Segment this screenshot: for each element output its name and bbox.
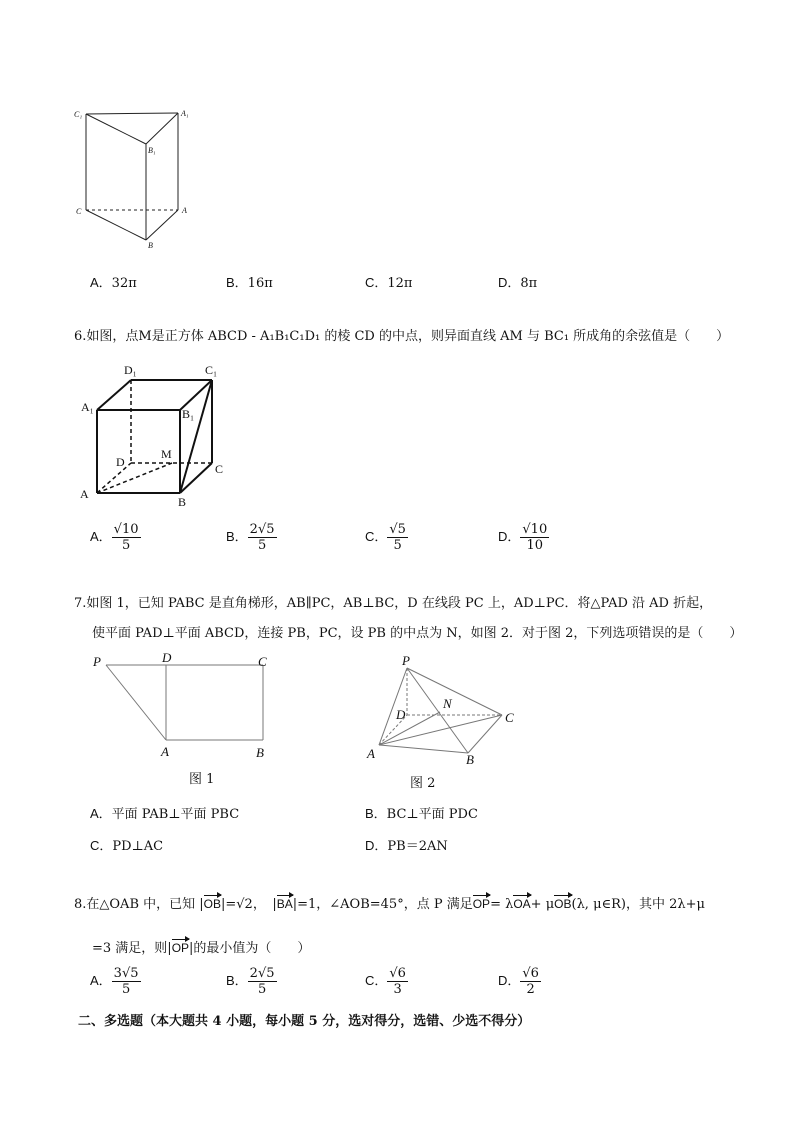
vector-op-2: OP	[171, 941, 190, 955]
label-d1: D₁	[124, 363, 137, 377]
label-a: A	[182, 206, 187, 215]
q6-cube-figure	[76, 358, 236, 512]
label-c1: C₁	[74, 110, 83, 119]
q8-option-d[interactable]: D． $\frac{√6}{2}$	[498, 966, 539, 997]
q7-figure-1	[88, 650, 278, 765]
vector-op: OP	[472, 897, 491, 911]
section-2-heading: 二、多选题（本大题共 4 小题，每小题 5 分，选对得分，选错、少选不得分）	[78, 1014, 531, 1029]
q7-stem-line1: 7.如图 1，已知 PABC 是直角梯形，AB∥PC，AB⊥BC，D 在线段 PC 上，AD⊥PC．将△PAD 沿 AD 折起，	[74, 596, 713, 611]
q8-option-c[interactable]: C． $\frac{√6}{3}$	[365, 966, 406, 997]
q5-prism-figure	[70, 100, 200, 252]
q7-figure-2-caption: 图 2	[410, 776, 436, 791]
q5-option-c[interactable]: C．12π	[365, 275, 413, 291]
q6-option-d[interactable]: D． $\frac{√10}{10}$	[498, 522, 548, 553]
edge-c1b1	[86, 114, 146, 144]
edge-b1a1	[146, 113, 178, 144]
q8-option-b[interactable]: B． $\frac{2√5}{5}$	[226, 966, 275, 997]
label-c: C	[215, 462, 224, 476]
q7-option-c[interactable]: C．PD⊥AC	[90, 838, 164, 854]
label-b: B	[178, 495, 187, 509]
label-a: A	[80, 487, 89, 501]
label-b1: B₁	[182, 407, 195, 421]
vector-oa: OA	[513, 897, 531, 911]
vector-ob: OB	[203, 897, 221, 911]
vector-ob-2: OB	[554, 897, 572, 911]
label-a1: A₁	[81, 400, 94, 414]
fig1-label-a: A	[161, 744, 169, 759]
label-c: C	[76, 207, 82, 216]
q8-option-a[interactable]: A． $\frac{3√5}{5}$	[90, 966, 139, 997]
q8-stem-line1: 8.在△OAB 中，已知 |OB|=√2， |BA|=1，∠AOB=45°，点 P 满足OP= λOA+ μOB(λ, μ∈R)，其中 2λ+μ	[74, 897, 705, 912]
q7-stem-line2: 使平面 PAD⊥平面 ABCD，连接 PB，PC，设 PB 的中点为 N，如图 2．对于图 2，下列选项错误的是（ ）	[92, 626, 743, 641]
label-b: B	[148, 241, 153, 250]
label-m: M	[161, 447, 172, 461]
q5-option-a[interactable]: A．32π	[90, 275, 137, 291]
fig1-label-c: C	[258, 654, 267, 669]
edge-c1a1	[86, 113, 178, 114]
q7-option-d[interactable]: D．PB＝2AN	[365, 838, 448, 854]
fig1-label-p: P	[93, 654, 101, 669]
fig1-label-b: B	[256, 745, 264, 760]
q7-option-b[interactable]: B．BC⊥平面 PDC	[365, 806, 478, 822]
q7-option-a[interactable]: A．平面 PAB⊥平面 PBC	[90, 806, 240, 822]
q6-option-a[interactable]: A． $\frac{√10}{5}$	[90, 522, 139, 553]
edge-cb	[86, 210, 146, 240]
fig2-label-a: A	[367, 746, 375, 761]
fig2-label-n: N	[443, 696, 452, 711]
q5-option-b[interactable]: B．16π	[226, 275, 273, 291]
vector-ba: BA	[276, 897, 293, 911]
fig2-label-c: C	[505, 710, 514, 725]
fig2-label-p: P	[402, 653, 410, 668]
q6-stem: 6.如图，点M是正方体 ABCD - A₁B₁C₁D₁ 的棱 CD 的中点，则异面直线 AM 与 BC₁ 所成角的余弦值是（ ）	[74, 329, 730, 344]
q7-figure-1-caption: 图 1	[189, 772, 215, 787]
q6-option-b[interactable]: B． $\frac{2√5}{5}$	[226, 522, 275, 553]
q7-figure-2	[365, 650, 525, 768]
fig1-label-d: D	[162, 650, 172, 665]
edge-ba	[146, 210, 178, 240]
q6-option-c[interactable]: C． $\frac{√5}{5}$	[365, 522, 406, 553]
fig2-label-d: D	[396, 707, 406, 722]
fig2-label-b: B	[466, 752, 474, 767]
q5-option-d[interactable]: D．8π	[498, 275, 538, 291]
label-c1: C₁	[205, 363, 218, 377]
label-b1: B₁	[148, 146, 156, 155]
q8-stem-line2: =3 满足，则|OP|的最小值为（ ）	[92, 941, 311, 956]
label-d: D	[116, 455, 125, 469]
label-a1: A₁	[181, 109, 189, 118]
